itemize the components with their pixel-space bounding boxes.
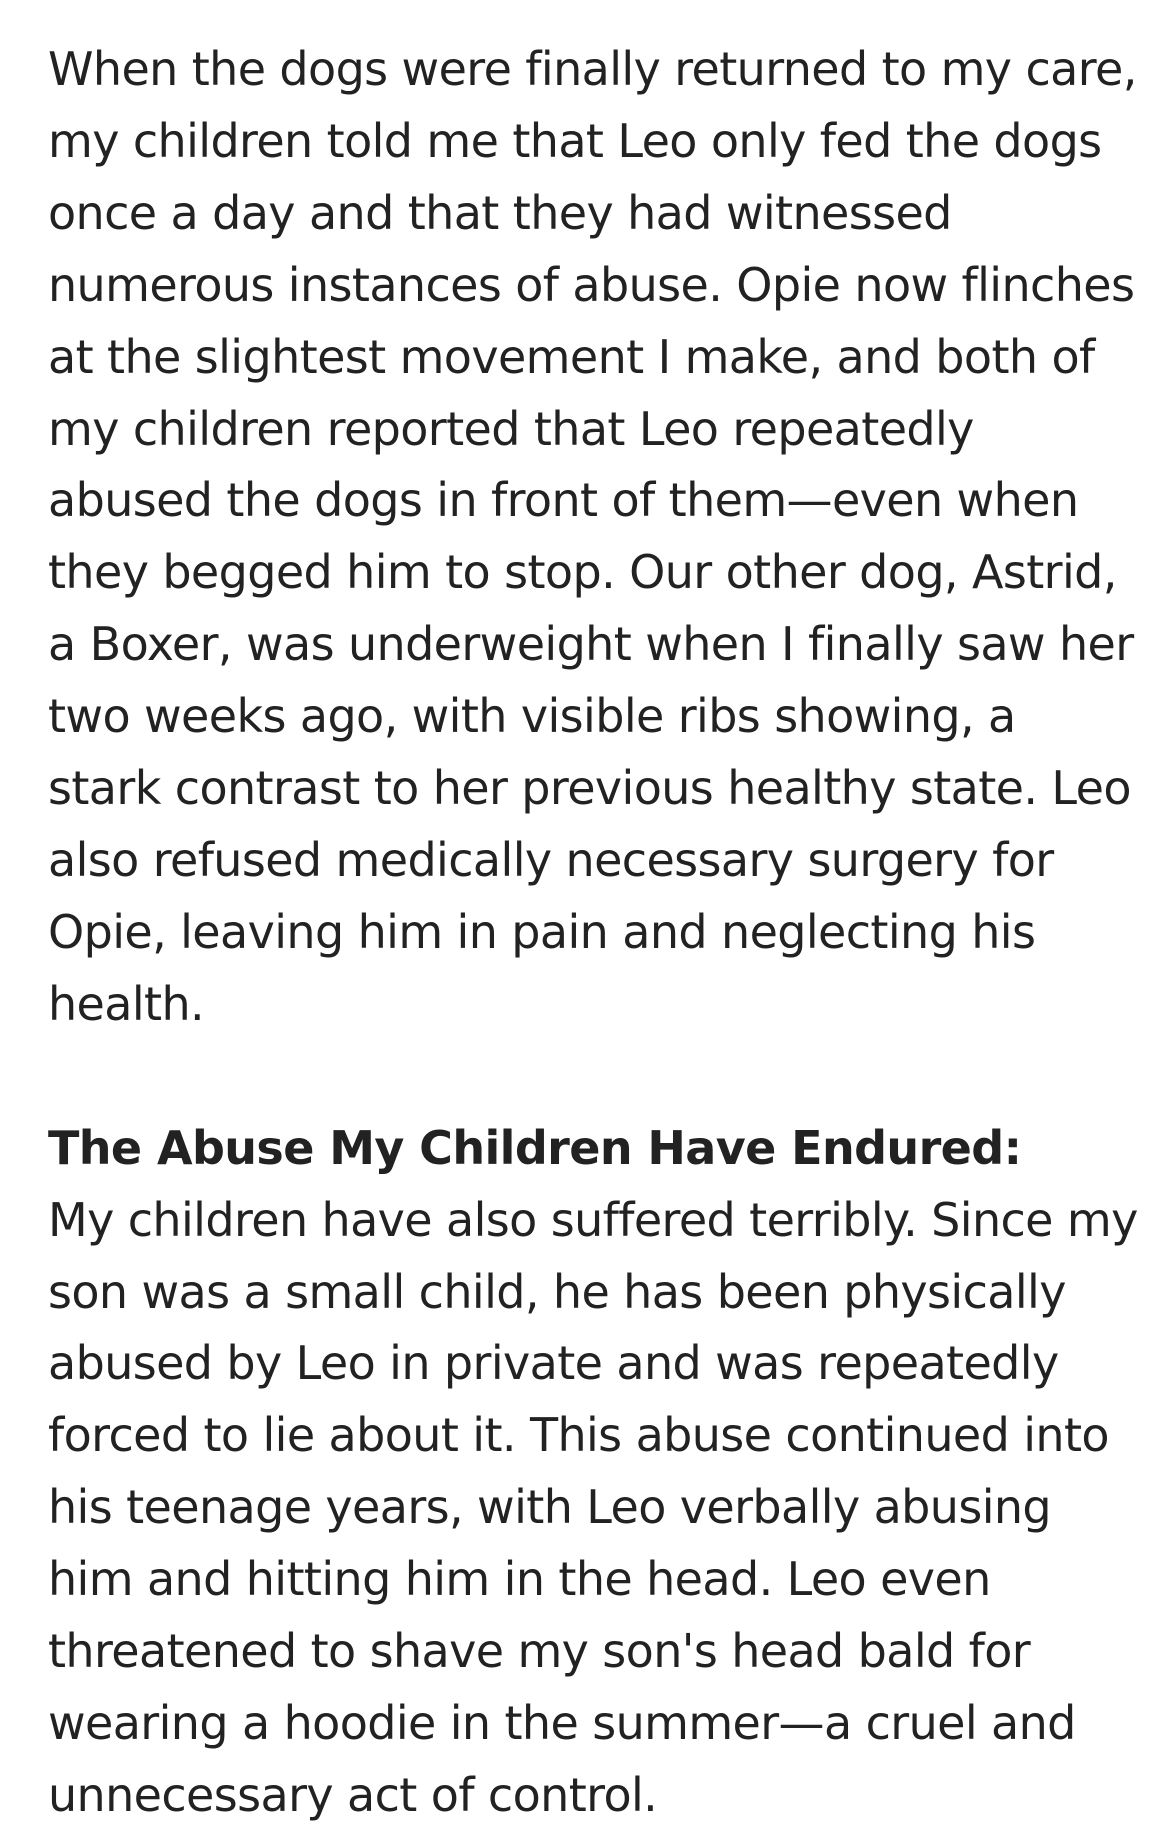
article-body [48,34,1138,1832]
section-heading: The Abuse My Children Have Endured: [48,1120,1022,1175]
paragraph-dogs-neglect: When the dogs were finally returned to my care, my children told me that Leo only fed the dogs once a day and that they had witnessed numerous instances of abuse. Opie now flinches at the slightest movement I make, and both of my children reported that Leo repeatedly abused the dogs in front of them—even when they begged him to stop. Our other dog, Astrid, a Boxer, was underweight when I finally saw her two weeks ago, with visible ribs showing, a stark contrast to her previous healthy state. Leo also refused medically necessary surgery for Opie, leaving him in pain and neglecting his health. [48,42,1137,1031]
paragraph-spacer [48,1041,1138,1113]
paragraph-children-abuse: My children have also suffered terribly. Since my son was a small child, he has been physically abused by Leo in private and was repeatedly forced to lie about it. This abuse continued into his teenage years, with Leo verbally abusing him and hitting him in the head. Leo even threatened to shave my son's head bald for wearing a hoodie in the summer—a cruel and unnecessary act of control. [48,1192,1138,1822]
